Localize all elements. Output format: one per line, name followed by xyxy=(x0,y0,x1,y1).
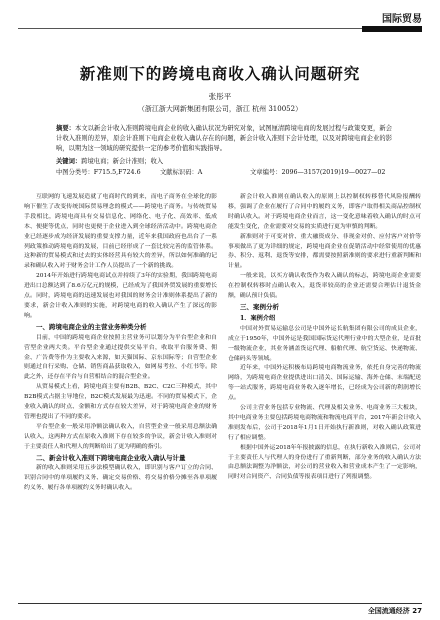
abstract-text: 本文以新会计收入准则跨境电商企业的收入确认状况为研究对象，试图厘清跨境电商的发展过程与政策变更，新会计收入准则的差异，原会计准则下电商企业收入确认存在的问题，新会计收入准则下会计处理，以及对跨境电商企业的影响，以期为这一领域的研究提供一定的参考价值和实践指导。 xyxy=(56,125,393,152)
footer-rule xyxy=(18,603,422,604)
body-paragraph: 公司主营业务包括专业物流、代理及相关业务、电商业务三大板块，其中电商业务主要包括跨境电商物流和物流电商平台，2017年新会计收入准则发布后，公司于2018年1月1日开始执行新准则，对收入确认政策进行了相应调整。 xyxy=(228,405,421,441)
article-title: 新准则下的跨境电商收入确认问题研究 xyxy=(79,65,361,83)
page-footer xyxy=(368,606,422,616)
page-number: 27 xyxy=(412,607,422,615)
journal-name: 全国流通经济 xyxy=(367,607,410,615)
body-paragraph: 从贸易模式上看，跨境电商主要有B2B、B2C、C2C三种模式，其中B2B模式占据主导地位，B2C模式发展最为迅速。不同的贸易模式下，企业收入确认的时点、金额和方式存在较大差异，对于跨境电商企业的财务管理也提出了不同的要求。 xyxy=(24,384,217,420)
body-paragraph: 近年来，中国外运积极布局跨境电商物流业务，依托自身完善的物流网络，为跨境电商企业提供进出口清关、国际运输、海外仓储、末端配送等一站式服务，跨境电商业务收入逐年增长，已经成为公司新的利润增长点。 xyxy=(228,365,421,402)
keywords xyxy=(56,157,163,167)
section-tag: 国际贸易 xyxy=(382,14,422,25)
doc-code: 文献标识码：A xyxy=(160,169,203,176)
keywords-label: 关键词： xyxy=(56,158,82,165)
keywords-text: 跨境电商；新会计准则；收入 xyxy=(81,158,164,165)
body-column-left xyxy=(24,193,217,494)
article-number: 文章编号：2096—3157(2019)19—0027—02 xyxy=(250,169,386,176)
body-paragraph: 目前，中国的跨境电商企业按照主营业务可以划分为平台型企业和自营型企业两大类。平台型企业通过提供交易平台，收取平台服务费、佣金、广告费等作为主要收入来源，如天猫国际、京东国际等；自营型企业则通过自行采购、仓储、销售商品获取收入，如网易考拉、小红书等。除此之外，还存在平台与自营相结合的混合型企业。 xyxy=(24,334,217,381)
body-paragraph: 新准则对于可变对价、重大融资成分、非现金对价、应付客户对价等事项做出了更为详细的规定，跨境电商企业在促销活动中经常使用的优惠券、积分、返利、退货等安排，都需要按照新准则的要求进行重新判断和计量。 xyxy=(228,233,421,270)
body-paragraph: 互联网的飞速发展造就了电商时代的到来，而电子商务在全球化的影响下催生了改变传统国际贸易理念的模式——跨境电子商务。与传统贸易手段相比，跨境电商具有交易信息化、网络化、电子化、高效率、低成本、便捷等优点，同时也更便于企业进入到全球经济活动中。跨境电商企业已经逐步成为经济发展的重要支撑力量，近年来我国政府也出台了一系列政策推动跨境电商的发展，目前已经形成了一套比较完善的监管体系。这种新的贸易模式和过去的实体经营具有较大的差异，所以如何准确的记录和确认收入对于财务会计工作人员提出了一个新的挑战。 xyxy=(24,194,217,270)
abstract xyxy=(56,124,392,154)
body-paragraph: 新的收入准则采用五步法模型确认收入，即识别与客户订立的合同、识别合同中的单项履约义务、确定交易价格、将交易价格分摊至各单项履约义务、履行各单项履约义务时确认收入。 xyxy=(24,465,217,492)
body-column-right xyxy=(228,193,421,483)
section-heading: 一、跨境电商企业的主营业务种类分析 xyxy=(36,322,147,331)
clc-number: 中图分类号：F715.5,F724.6 xyxy=(56,169,141,176)
section-heading: 1．案例介绍 xyxy=(240,314,276,322)
body-paragraph: 中国对外贸易运输总公司是中国外运长航集团有限公司的成员企业，成立于1950年，中国外运是我国国际货运代理行业中的大型企业，是首批一级物流企业，其业务涵盖货运代理、船舶代理、航空货运、快递物流、仓储码头等领域。 xyxy=(228,325,421,362)
body-paragraph: 一般来说，以买方确认收货作为收入确认的标志，跨境电商企业需要在控制权转移时点确认收入，退货率较高的企业还需要合理估计退货金额，确认预计负债。 xyxy=(228,273,421,300)
body-paragraph: 2014年开始进行跨境电商试点并持续了3年的实验期，我国跨境电商进出口总额达到了8.6万亿元的规模，已经成为了我国外贸发展的重要增长点。同时，跨境电商的迅速发展也对我国的财务会计准则体系提出了新的要求，新会计收入准则的实施，对跨境电商的收入确认产生了深远的影响。 xyxy=(24,273,217,319)
abstract-label: 摘要： xyxy=(56,125,76,132)
header-rule xyxy=(18,26,422,32)
body-paragraph: 平台型企业一般采用净额法确认收入，自营型企业一般采用总额法确认收入，这两种方式在原收入准则下存在较多的争议，新会计收入准则对于主要责任人和代理人的判断给出了更为明确的指引。 xyxy=(24,423,217,450)
section-heading: 三、案例分析 xyxy=(240,302,279,311)
body-paragraph: 新会计收入准则在确认收入的原则上以控制权转移替代风险报酬转移，强调了企业在履行了合同中的履约义务，即客户取得相关商品控制权时确认收入。对于跨境电商企业而言，这一变化意味着收入确认的时点可能发生变化，企业需要对交易的实质进行更为审慎的判断。 xyxy=(228,194,421,230)
section-heading: 二、新会计收入准则下跨境电商企业收入确认与计量 xyxy=(36,453,186,462)
article-affiliation: （浙江浙大网新集团有限公司，浙江 杭州 310052） xyxy=(137,105,303,113)
body-paragraph: 根据中国外运2018年年报披露的信息，在执行新收入准则后，公司对于主要责任人与代理人的身份进行了重新判断，部分业务的收入确认方法由总额法调整为净额法，对公司的营业收入和营业成本产生了一定影响，同时对合同资产、合同负债等报表项目进行了列报调整。 xyxy=(228,444,421,481)
article-author: 张彤平 xyxy=(208,92,232,101)
